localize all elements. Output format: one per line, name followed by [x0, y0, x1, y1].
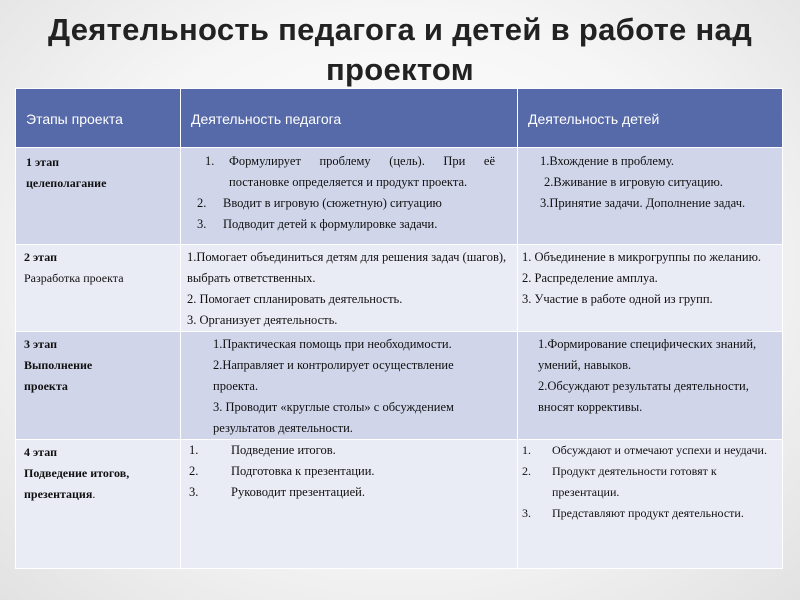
table-row — [16, 332, 783, 440]
column-header-stages: Этапы проекта — [16, 89, 181, 148]
list-item: 2.Направляет и контролирует осуществление проекта. — [213, 358, 454, 393]
stage-name: Подведение итогов, — [24, 466, 130, 480]
list-item: 1. Объединение в микрогруппы по желанию. — [522, 250, 762, 264]
list-item: 1. Подведение итогов. — [189, 443, 336, 457]
list-item: 2.Вживание в игровую ситуацию. — [544, 175, 723, 189]
teacher-cell — [181, 440, 518, 569]
list-item: 3. Проводит «круглые столы» с обсуждением результатов деятельности. — [213, 400, 454, 435]
stage-cell — [16, 245, 181, 332]
column-header-children: Деятельность детей — [518, 89, 783, 148]
list-item: 2. Распределение амплуа. — [522, 271, 658, 285]
table-row — [16, 245, 783, 332]
table-row — [16, 148, 783, 245]
stage-number: 2 этап — [24, 250, 57, 264]
stage-name: целеполагание — [26, 176, 107, 190]
stage-number: 1 этап — [26, 155, 59, 169]
list-item: 1. Формулирует проблему (цель). При её постановке определяется и продукт проекта. — [205, 154, 495, 189]
list-item: 3. Подводит детей к формулировке задачи. — [197, 217, 438, 231]
table-header-row — [16, 89, 783, 148]
project-activity-table — [15, 88, 783, 569]
page-title: Деятельность педагога и детей в работе над проектом — [47, 12, 753, 87]
stage-number: 3 этап — [24, 337, 57, 351]
stage-name: Разработка проекта — [24, 271, 124, 285]
list-item: 2. Вводит в игровую (сюжетную) ситуацию — [197, 196, 442, 210]
stage-cell — [16, 148, 181, 245]
stage-name-cont: презентация. — [24, 487, 96, 501]
children-cell — [518, 440, 783, 569]
list-item: 2. Подготовка к презентации. — [189, 464, 375, 478]
teacher-cell — [181, 148, 518, 245]
stage-cell — [16, 440, 181, 569]
stage-name-cont: проекта — [24, 379, 68, 393]
column-header-teacher: Деятельность педагога — [181, 89, 518, 148]
list-item: 2. Помогает спланировать деятельность. — [187, 292, 403, 306]
list-item: 1. Обсуждают и отмечают успехи и неудачи. — [522, 443, 767, 457]
teacher-cell — [181, 245, 518, 332]
list-item: 1.Вхождение в проблему. — [540, 154, 674, 168]
list-item: 3. Участие в работе одной из групп. — [522, 292, 713, 306]
list-item: 3. Руководит презентацией. — [189, 485, 365, 499]
stage-name: Выполнение — [24, 358, 93, 372]
teacher-cell — [181, 332, 518, 440]
table-row — [16, 440, 783, 569]
children-cell — [518, 148, 783, 245]
list-item: 1.Формирование специфических знаний, умений, навыков. — [538, 337, 757, 372]
list-item: 1.Помогает объединиться детям для решения задач (шагов), выбрать ответственных. — [187, 250, 507, 285]
children-cell — [518, 332, 783, 440]
list-item: 1.Практическая помощь при необходимости. — [213, 337, 452, 351]
list-item: 2. Продукт деятельности готовят к презентации. — [522, 464, 717, 499]
stage-cell — [16, 332, 181, 440]
list-item: 2.Обсуждают результаты деятельности, вносят коррективы. — [538, 379, 749, 414]
list-item: 3.Принятие задачи. Дополнение задач. — [540, 196, 746, 210]
children-cell — [518, 245, 783, 332]
list-item: 3. Организует деятельность. — [187, 313, 338, 327]
stage-number: 4 этап — [24, 445, 57, 459]
list-item: 3. Представляют продукт деятельности. — [522, 506, 744, 520]
